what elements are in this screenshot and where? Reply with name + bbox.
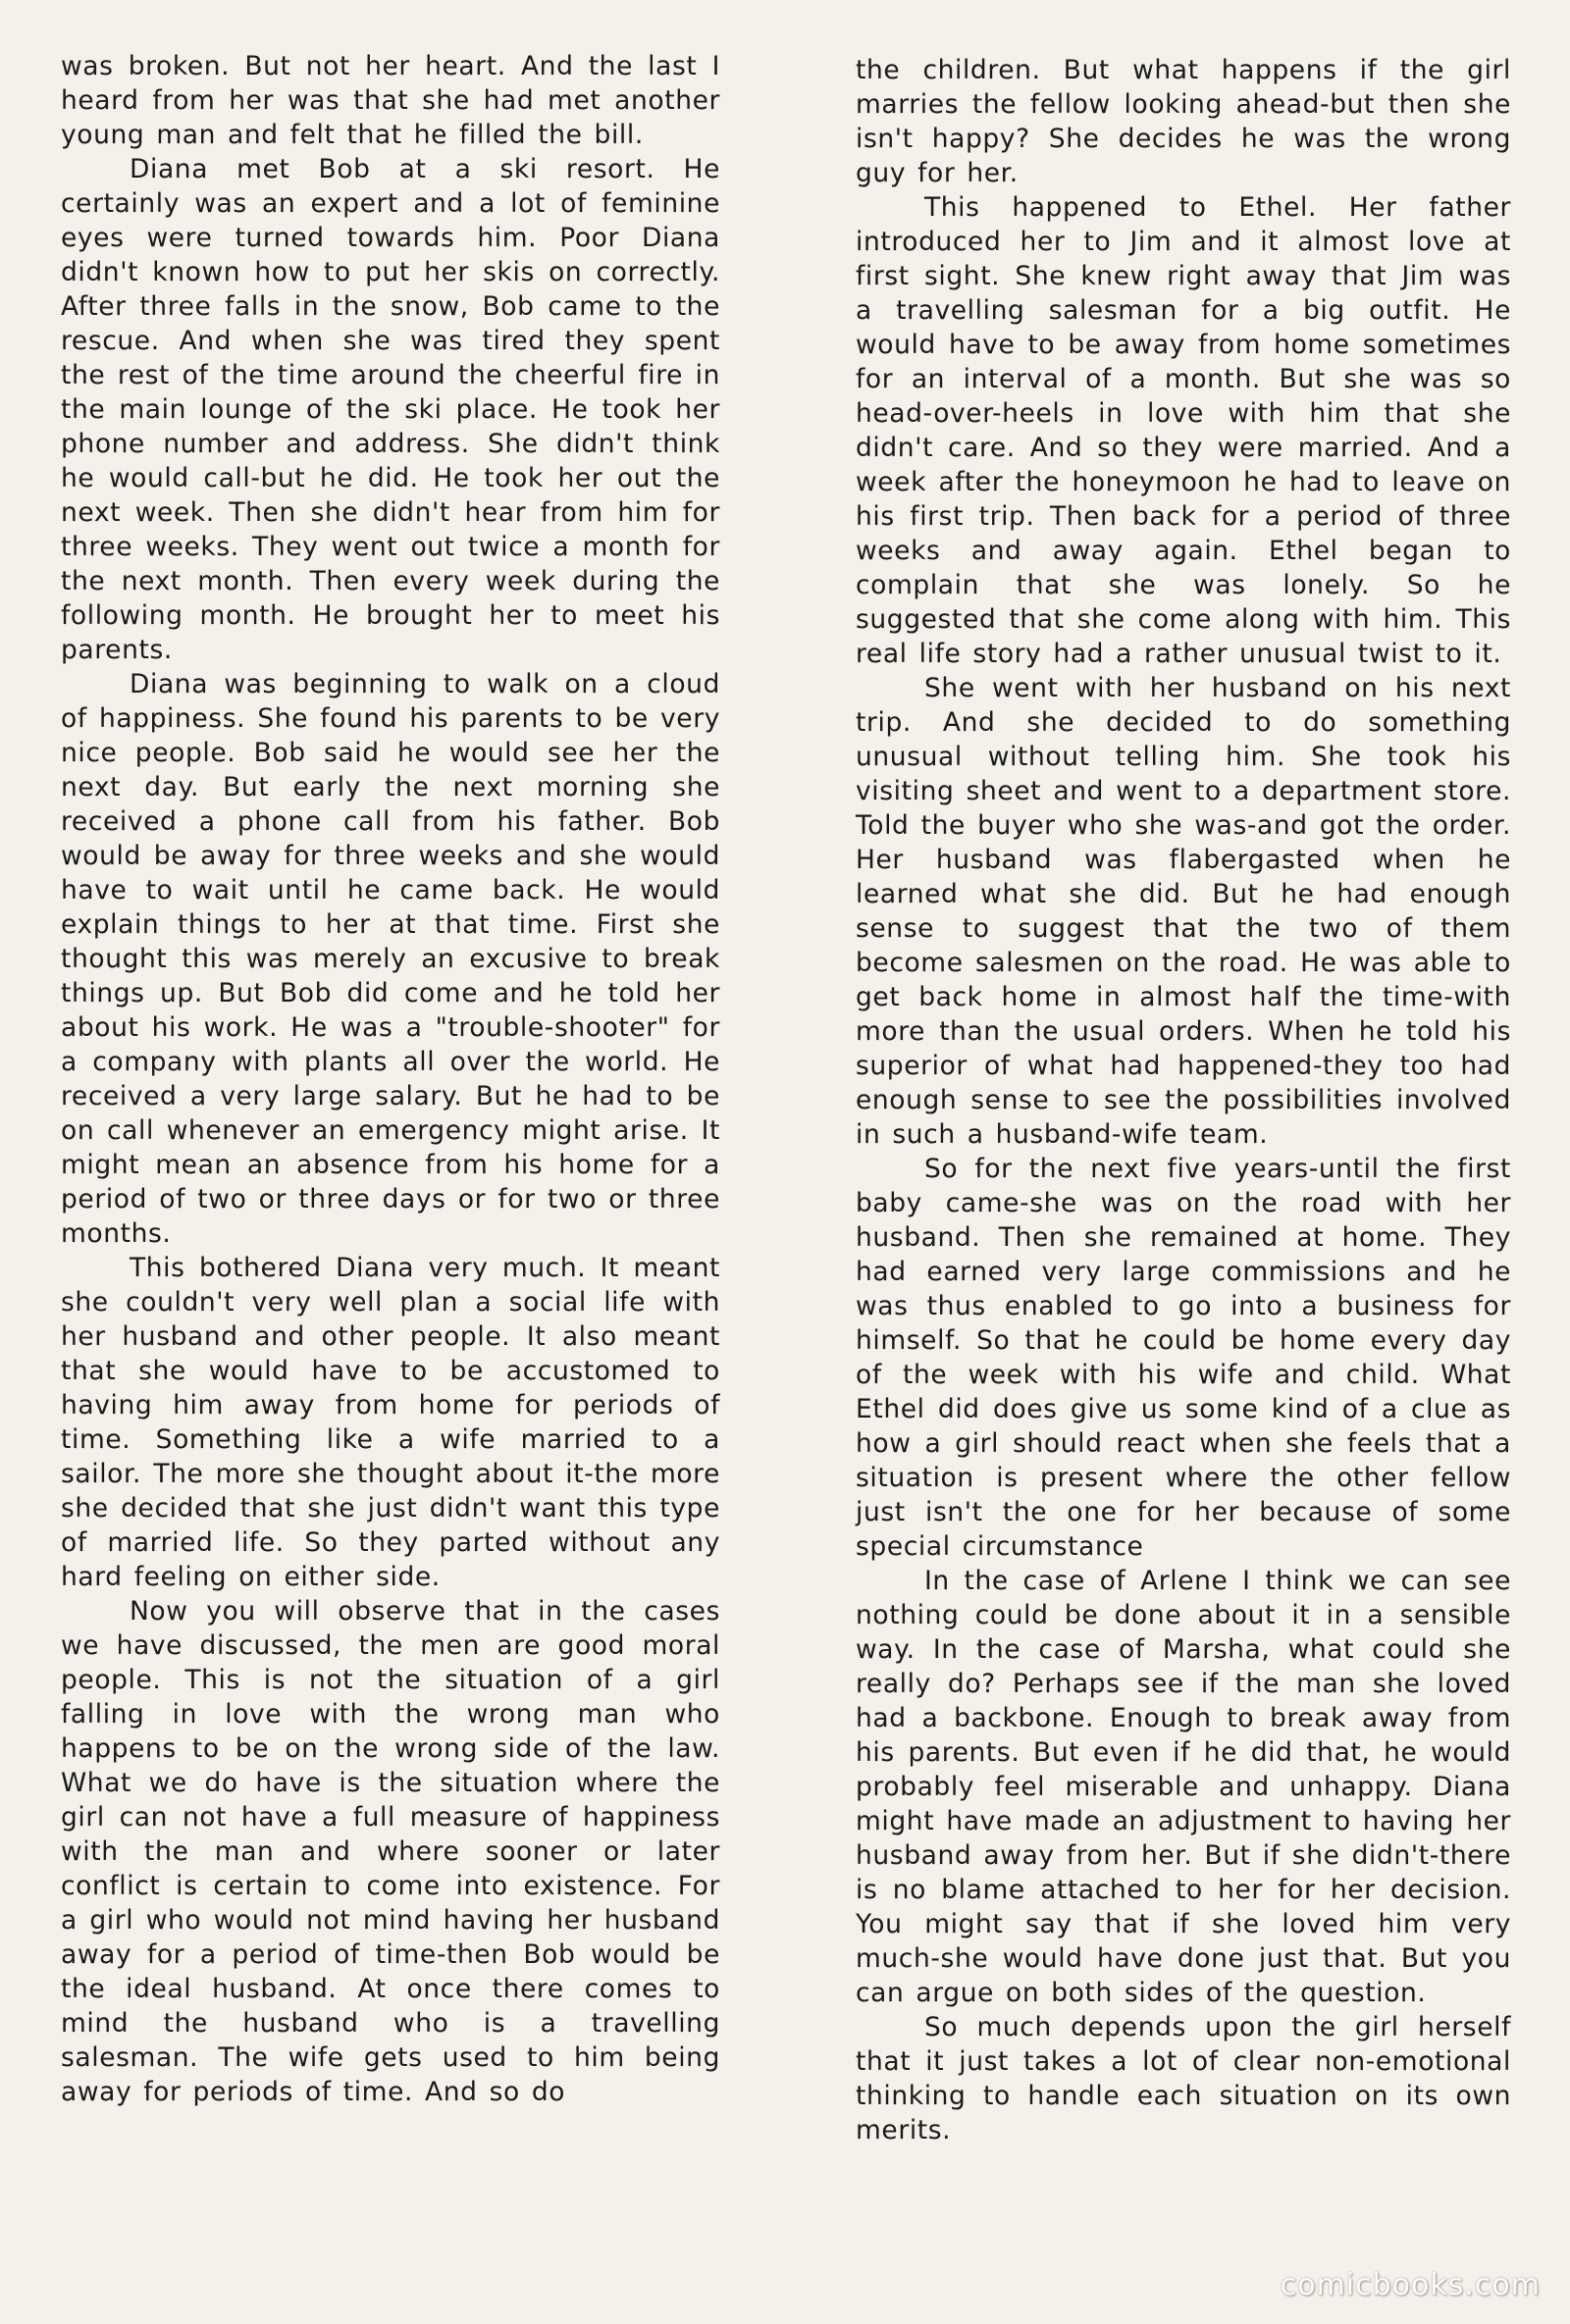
paragraph: was broken. But not her heart. And the last I heard from her was that she had met another young man and felt that he filled the bill. bbox=[61, 51, 720, 150]
paragraph: She went with her husband on his next trip. And she decided to do something unusual without telling him. She took his visiting sheet and went to a department store. Told the buyer who she was-and got the order. Her husband was flabergasted when he learned what she did. But he had enough sense to suggest that the two of them become salesmen on the road. He was able to get back home in almost half the time-with more than the usual orders. When he told his superior of what had happened-they too had enough sense to see the possibilities involved in such a husband-wife team. bbox=[856, 673, 1511, 1150]
paragraph: This bothered Diana very much. It meant she couldn't very well plan a social life with her husband and other people. It also meant that she would have to be accustomed to having him away from home for periods of time. Something like a wife married to a sailor. The more she thought about it-the more she decided that she just didn't want this type of married life. So they parted without any hard feeling on either side. bbox=[61, 1253, 720, 1592]
paragraph: This happened to Ethel. Her father introduced her to Jim and it almost love at first sight. She knew right away that Jim was a travelling salesman for a big outfit. He would have to be away from home sometimes for an interval of a month. But she was so head-over-heels in love with him that she didn't care. And so they were married. And a week after the honeymoon he had to leave on his first trip. Then back for a period of three weeks and away again. Ethel began to complain that she was lonely. So he suggested that she come along with him. This real life story had a rather unusual twist to it. bbox=[856, 192, 1511, 669]
right-column bbox=[856, 53, 1511, 2147]
paragraph: the children. But what happens if the girl marries the fellow looking ahead-but then she isn't happy? She decides he was the wrong guy for her. bbox=[856, 55, 1511, 188]
left-column bbox=[61, 49, 720, 2109]
paragraph: Diana met Bob at a ski resort. He certainly was an expert and a lot of feminine eyes were turned towards him. Poor Diana didn't known how to put her skis on correctly. After three falls in the snow, Bob came to the rescue. And when she was tired they spent the rest of the time around the cheerful fire in the main lounge of the ski place. He took her phone number and address. She didn't think he would call-but he did. He took her out the next week. Then she didn't hear from him for three weeks. They went out twice a month for the next month. Then every week during the following month. He brought her to meet his parents. bbox=[61, 154, 720, 665]
paragraph: In the case of Arlene I think we can see nothing could be done about it in a sensible way. In the case of Marsha, what could she really do? Perhaps see if the man she loved had a backbone. Enough to break away from his parents. But even if he did that, he would probably feel miserable and unhappy. Diana might have made an adjustment to having her husband away from her. But if she didn't-there is no blame attached to her for her decision. You might say that if she loved him very much-she would have done just that. But you can argue on both sides of the question. bbox=[856, 1566, 1511, 2008]
paragraph: So much depends upon the girl herself that it just takes a lot of clear non-emotional thinking to handle each situation on its own merits. bbox=[856, 2012, 1511, 2145]
paragraph: So for the next five years-until the first baby came-she was on the road with her husband. Then she remained at home. They had earned very large commissions and he was thus enabled to go into a business for himself. So that he could be home every day of the week with his wife and child. What Ethel did does give us some kind of a clue as how a girl should react when she feels that a situation is present where the other fellow just isn't the one for her because of some special circumstance bbox=[856, 1154, 1511, 1562]
paragraph: Diana was beginning to walk on a cloud of happiness. She found his parents to be very nice people. Bob said he would see her the next day. But early the next morning she received a phone call from his father. Bob would be away for three weeks and she would have to wait until he came back. He would explain things to her at that time. First she thought this was merely an excusive to break things up. But Bob did come and he told her about his work. He was a "trouble-shooter" for a company with plants all over the world. He received a very large salary. But he had to be on call whenever an emergency might arise. It might mean an absence from his home for a period of two or three days or for two or three months. bbox=[61, 669, 720, 1249]
paragraph: Now you will observe that in the cases we have discussed, the men are good moral people. This is not the situation of a girl falling in love with the wrong man who happens to be on the wrong side of the law. What we do have is the situation where the girl can not have a full measure of happiness with the man and where sooner or later conflict is certain to come into existence. For a girl who would not mind having her husband away for a period of time-then Bob would be the ideal husband. At once there comes to mind the husband who is a travelling salesman. The wife gets used to him being away for periods of time. And so do bbox=[61, 1596, 720, 2107]
watermark: comicbooks.com bbox=[1280, 2268, 1541, 2302]
